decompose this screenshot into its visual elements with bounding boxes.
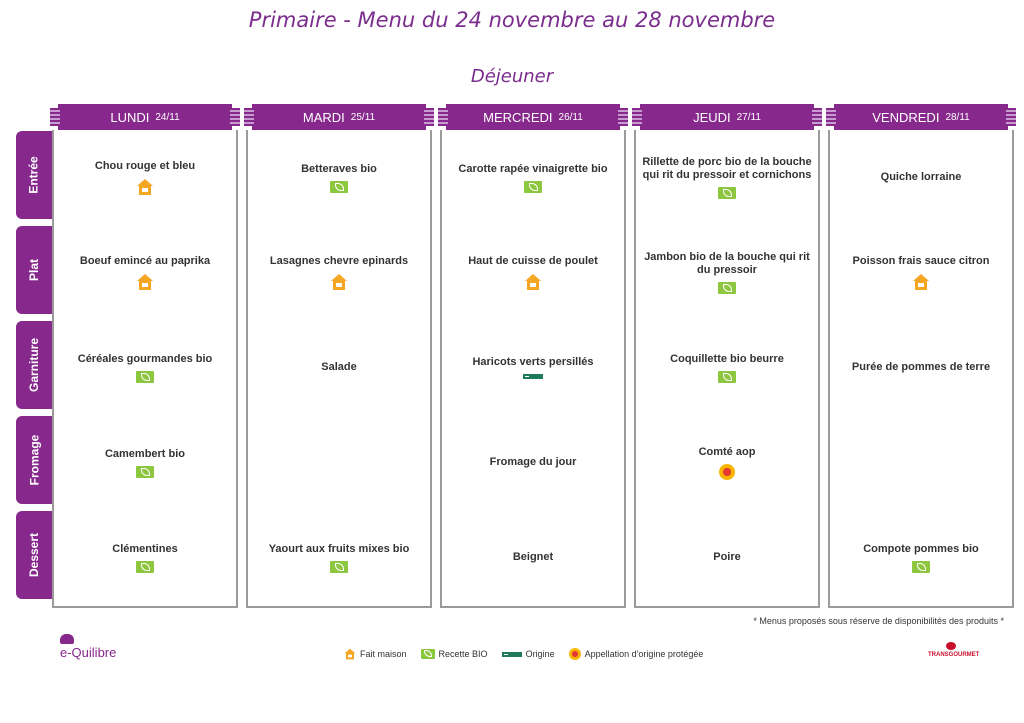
row-label-dessert: Dessert xyxy=(16,511,52,599)
day-header xyxy=(58,104,232,130)
day-name: LUNDI xyxy=(110,109,150,125)
leaf-icon xyxy=(718,282,736,294)
leaf-icon xyxy=(136,561,154,573)
menu-cell xyxy=(54,320,236,415)
availability-note: * Menus proposés sous réserve de disponibilités des produits * xyxy=(753,616,1004,626)
day-name: MARDI xyxy=(302,109,345,125)
leaf-icon xyxy=(421,649,435,659)
menu-cell xyxy=(830,130,1012,225)
dish-name: Beignet xyxy=(512,551,554,563)
page-title: Primaire - Menu du 24 novembre au 28 novembre xyxy=(248,8,776,32)
day-body xyxy=(634,130,820,608)
equilibre-logo: e-Quilibre xyxy=(60,634,130,662)
row-label-garniture: Garniture xyxy=(16,321,52,409)
house-icon xyxy=(524,273,542,291)
dish-name: Poisson frais sauce citron xyxy=(852,254,990,267)
dish-name: Fromage du jour xyxy=(489,456,577,468)
dish-name: Haut de cuisse de poulet xyxy=(468,254,598,267)
day-body xyxy=(440,130,626,608)
dish-name: Haricots verts persillés xyxy=(472,356,594,368)
dish-name: Carotte rapée vinaigrette bio xyxy=(458,162,608,175)
leaf-icon xyxy=(718,371,736,383)
day-column-lundi xyxy=(52,104,238,608)
menu-cell xyxy=(636,225,818,320)
dish-name: Jambon bio de la bouche qui rit du pressoir xyxy=(644,251,810,276)
dish-name: Camembert bio xyxy=(104,447,186,460)
menu-cell xyxy=(54,130,236,225)
meal-subtitle: Déjeuner xyxy=(470,66,554,87)
menu-cell xyxy=(636,320,818,415)
menu-cell xyxy=(830,415,1012,510)
leaf-icon xyxy=(136,371,154,383)
dish-name: Quiche lorraine xyxy=(880,171,962,183)
transgourmet-logo: TRANSGOURMET xyxy=(928,642,978,662)
dish-name: Boeuf emincé au paprika xyxy=(79,254,211,267)
house-icon xyxy=(912,273,930,291)
dish-name: Céréales gourmandes bio xyxy=(77,352,213,365)
day-body xyxy=(828,130,1014,608)
day-name: JEUDI xyxy=(693,109,731,125)
menu-cell xyxy=(248,225,430,320)
menu-cell xyxy=(636,130,818,225)
legend-fait-maison: Fait maison xyxy=(344,648,407,660)
dish-name: Purée de pommes de terre xyxy=(851,361,991,373)
day-date: 25/11 xyxy=(350,111,376,123)
day-header xyxy=(834,104,1008,130)
menu-cell xyxy=(248,320,430,415)
dish-name: Comté aop xyxy=(698,445,756,458)
day-body xyxy=(52,130,238,608)
leaf-icon xyxy=(330,561,348,573)
day-column-vendredi xyxy=(828,104,1014,608)
dish-name: Yaourt aux fruits mixes bio xyxy=(268,542,410,555)
house-icon xyxy=(344,648,356,660)
menu-cell xyxy=(442,510,624,605)
house-icon xyxy=(136,273,154,291)
menu-cell xyxy=(442,225,624,320)
dish-name: Rillette de porc bio de la bouche qui rit du pressoir et cornichons xyxy=(642,156,812,181)
day-name: MERCREDI xyxy=(483,109,553,125)
day-header xyxy=(640,104,814,130)
day-column-mardi xyxy=(246,104,432,608)
dish-name: Salade xyxy=(321,361,357,373)
day-date: 26/11 xyxy=(558,111,583,123)
menu-cell xyxy=(54,510,236,605)
dish-name: Clémentines xyxy=(112,542,178,555)
menu-cell xyxy=(248,130,430,225)
leaf-icon xyxy=(912,561,930,573)
menu-cell xyxy=(248,510,430,605)
origin-flag-icon xyxy=(502,652,522,657)
menu-cell xyxy=(636,510,818,605)
dish-name: Poire xyxy=(713,551,741,563)
leaf-icon xyxy=(330,181,348,193)
day-body xyxy=(246,130,432,608)
house-icon xyxy=(136,178,154,196)
dish-name: Coquillette bio beurre xyxy=(670,352,784,365)
menu-cell xyxy=(636,415,818,510)
menu-cell xyxy=(54,415,236,510)
menu-cell xyxy=(442,320,624,415)
row-label-entree: Entrée xyxy=(16,131,52,219)
menu-cell xyxy=(54,225,236,320)
dish-name: Compote pommes bio xyxy=(863,542,979,555)
row-label-fromage: Fromage xyxy=(16,416,52,504)
dish-name: Chou rouge et bleu xyxy=(94,159,196,172)
menu-cell xyxy=(830,225,1012,320)
dish-name: Betteraves bio xyxy=(301,162,377,175)
chef-hat-icon xyxy=(60,634,74,644)
legend xyxy=(344,648,703,660)
row-label-plat: Plat xyxy=(16,226,52,314)
day-name: VENDREDI xyxy=(872,109,940,125)
day-header xyxy=(252,104,426,130)
origin-flag-icon xyxy=(523,374,543,379)
day-date: 28/11 xyxy=(945,111,970,123)
dish-name: Lasagnes chevre epinards xyxy=(269,254,409,267)
leaf-icon xyxy=(524,181,542,193)
day-header xyxy=(446,104,620,130)
leaf-icon xyxy=(718,187,736,199)
day-date: 24/11 xyxy=(155,111,180,123)
menu-cell xyxy=(830,320,1012,415)
menu-cell xyxy=(442,130,624,225)
day-column-jeudi xyxy=(634,104,820,608)
transgourmet-mark-icon xyxy=(946,642,956,650)
aop-seal-icon xyxy=(569,648,581,660)
menu-cell xyxy=(248,415,430,510)
legend-aop: Appellation d'origine protégée xyxy=(569,648,704,660)
day-date: 27/11 xyxy=(736,111,761,123)
leaf-icon xyxy=(136,466,154,478)
menu-cell xyxy=(830,510,1012,605)
legend-origine: Origine xyxy=(502,649,555,659)
house-icon xyxy=(330,273,348,291)
aop-seal-icon xyxy=(719,464,735,480)
legend-bio: Recette BIO xyxy=(421,649,488,659)
day-column-mercredi xyxy=(440,104,626,608)
menu-cell xyxy=(442,415,624,510)
